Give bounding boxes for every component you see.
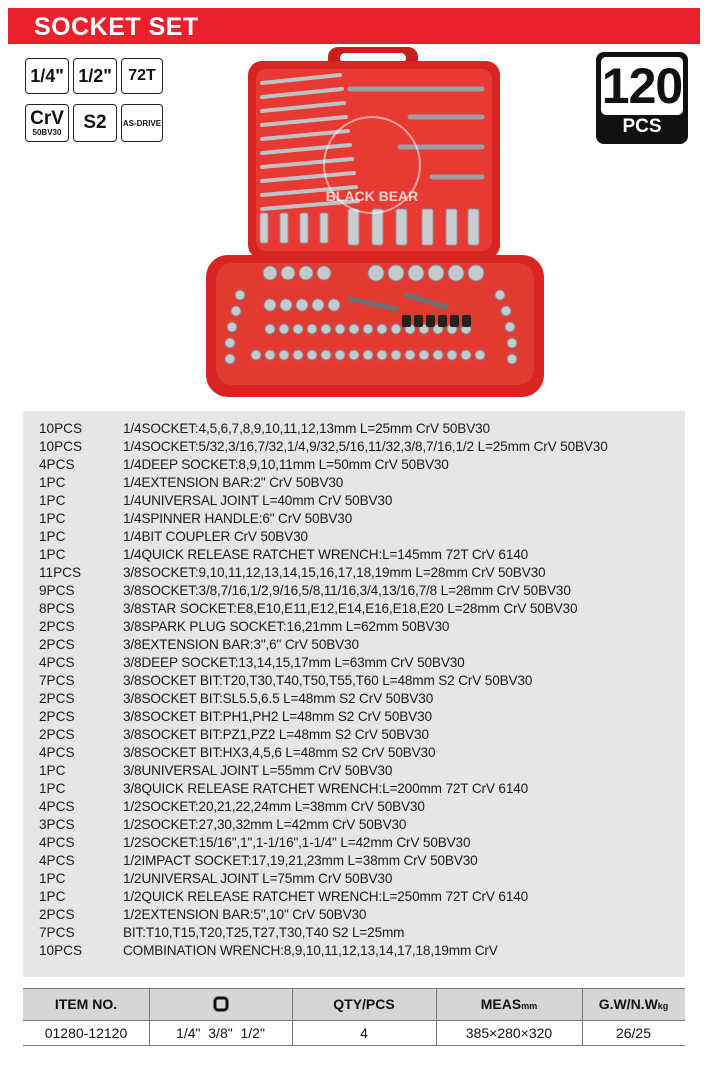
item-qty: 10PCS xyxy=(39,421,83,436)
item-desc: 1/4SOCKET:5/32,3/16,7/32,1/4,9/32,5/16,11/32,3/8,7/16,1/2 L=25mm CrV 50BV30 xyxy=(123,439,608,454)
badge-label: AS-DRIVE xyxy=(122,118,162,128)
badge-half-drive xyxy=(73,58,117,94)
item-qty: 4PCS xyxy=(39,799,75,814)
item-desc: 3/8UNIVERSAL JOINT L=55mm CrV 50BV30 xyxy=(123,763,393,778)
badge-label: S2 xyxy=(83,112,107,133)
header-bar xyxy=(8,8,700,44)
item-desc: 3/8SOCKET BIT:PH1,PH2 L=48mm S2 CrV 50BV30 xyxy=(123,709,432,724)
badge-as-drive xyxy=(121,104,163,142)
cell-meas: 385×280×320 xyxy=(465,1025,553,1041)
item-qty: 9PCS xyxy=(39,583,75,598)
item-qty: 1PC xyxy=(39,475,66,490)
tool-case-image xyxy=(200,45,550,400)
item-qty: 4PCS xyxy=(39,745,75,760)
item-desc: 3/8SPARK PLUG SOCKET:16,21mm L=62mm 50BV30 xyxy=(123,619,450,634)
badge-label: 72T xyxy=(128,67,156,84)
item-qty: 1PC xyxy=(39,889,66,904)
page-title: SOCKET SET xyxy=(34,13,199,41)
item-desc: 3/8SOCKET:3/8,7/16,1/2,9/16,5/8,11/16,3/4,13/16,7/8 L=28mm CrV 50BV30 xyxy=(123,583,571,598)
item-qty: 2PCS xyxy=(39,709,75,724)
table-divider xyxy=(582,988,583,1046)
item-qty: 1PC xyxy=(39,493,66,508)
cell-drive: 1/4" 3/8" 1/2" xyxy=(176,1025,265,1041)
watermark-text: BLACK BEAR xyxy=(325,188,419,204)
item-qty: 1PC xyxy=(39,547,66,562)
header-qty: QTY/PCS xyxy=(333,996,395,1012)
item-qty: 1PC xyxy=(39,781,66,796)
badge-crv xyxy=(25,104,69,142)
item-qty: 4PCS xyxy=(39,655,75,670)
item-desc: 1/2QUICK RELEASE RATCHET WRENCH:L=250mm 72T CrV 6140 xyxy=(123,889,529,904)
header-drive xyxy=(149,988,292,1020)
item-desc: 1/4QUICK RELEASE RATCHET WRENCH:L=145mm 72T CrV 6140 xyxy=(123,547,529,562)
item-qty: 4PCS xyxy=(39,457,75,472)
header-gw-unit: kg xyxy=(657,1001,669,1011)
item-desc: 3/8SOCKET BIT:PZ1,PZ2 L=48mm S2 CrV 50BV30 xyxy=(123,727,429,742)
item-desc: 1/2SOCKET:27,30,32mm L=42mm CrV 50BV30 xyxy=(123,817,407,832)
item-desc: 1/4SOCKET:4,5,6,7,8,9,10,11,12,13mm L=25mm CrV 50BV30 xyxy=(123,421,490,436)
item-desc: 1/4EXTENSION BAR:2" CrV 50BV30 xyxy=(123,475,344,490)
item-desc: 1/4SPINNER HANDLE:6" CrV 50BV30 xyxy=(123,511,353,526)
item-qty: 2PCS xyxy=(39,619,75,634)
item-desc: 3/8QUICK RELEASE RATCHET WRENCH:L=200mm 72T CrV 6140 xyxy=(123,781,529,796)
item-qty: 4PCS xyxy=(39,853,75,868)
item-qty: 4PCS xyxy=(39,835,75,850)
item-qty: 8PCS xyxy=(39,601,75,616)
item-qty: 2PCS xyxy=(39,907,75,922)
item-desc: 3/8SOCKET BIT:T20,T30,T40,T50,T55,T60 L=48mm S2 CrV 50BV30 xyxy=(123,673,533,688)
item-desc: 3/8SOCKET BIT:HX3,4,5,6 L=48mm S2 CrV 50BV30 xyxy=(123,745,436,760)
header-gw-label: G.W/N.W xyxy=(598,996,658,1012)
item-desc: 3/8EXTENSION BAR:3",6" CrV 50BV30 xyxy=(123,637,359,652)
cell-gw: 26/25 xyxy=(615,1025,652,1041)
item-qty: 1PC xyxy=(39,529,66,544)
contents-list xyxy=(23,411,685,977)
piece-count-number: 120 xyxy=(601,58,683,114)
piece-count-label: PCS xyxy=(622,116,662,137)
badge-72t xyxy=(121,58,163,94)
item-qty: 1PC xyxy=(39,511,66,526)
item-desc: BIT:T10,T15,T20,T25,T27,T30,T40 S2 L=25mm xyxy=(123,925,405,940)
header-meas-label: MEAS xyxy=(480,996,522,1012)
table-divider xyxy=(292,988,293,1046)
spec-table xyxy=(23,988,685,1046)
cell-qty: 4 xyxy=(360,1025,368,1041)
item-desc: 3/8DEEP SOCKET:13,14,15,17mm L=63mm CrV 50BV30 xyxy=(123,655,465,670)
item-desc: 1/4UNIVERSAL JOINT L=40mm CrV 50BV30 xyxy=(123,493,393,508)
item-desc: 1/2IMPACT SOCKET:17,19,21,23mm L=38mm CrV 50BV30 xyxy=(123,853,478,868)
header-item-no: ITEM NO. xyxy=(54,996,118,1012)
item-desc: COMBINATION WRENCH:8,9,10,11,12,13,14,17,18,19mm CrV xyxy=(123,943,498,958)
item-qty: 7PCS xyxy=(39,673,75,688)
badge-label: 1/2" xyxy=(78,66,112,86)
badge-label: CrV xyxy=(30,107,64,129)
item-qty: 10PCS xyxy=(39,439,83,454)
item-qty: 1PC xyxy=(39,871,66,886)
item-qty: 2PCS xyxy=(39,637,75,652)
item-desc: 1/2SOCKET:20,21,22,24mm L=38mm CrV 50BV30 xyxy=(123,799,425,814)
item-desc: 3/8SOCKET:9,10,11,12,13,14,15,16,17,18,19mm L=28mm CrV 50BV30 xyxy=(123,565,546,580)
badge-quarter-drive xyxy=(25,58,69,94)
header-meas-unit: mm xyxy=(521,1001,538,1011)
item-desc: 1/2UNIVERSAL JOINT L=75mm CrV 50BV30 xyxy=(123,871,393,886)
badge-s2 xyxy=(73,104,117,142)
table-divider xyxy=(149,988,150,1046)
item-qty: 2PCS xyxy=(39,691,75,706)
header-gw xyxy=(582,988,685,1020)
header-meas xyxy=(436,988,582,1020)
item-qty: 10PCS xyxy=(39,943,83,958)
item-desc: 1/2SOCKET:15/16",1",1-1/16",1-1/4" L=42mm CrV 50BV30 xyxy=(123,835,471,850)
badge-sublabel: 50BV30 xyxy=(32,127,62,137)
item-desc: 1/2EXTENSION BAR:5",10" CrV 50BV30 xyxy=(123,907,367,922)
item-qty: 7PCS xyxy=(39,925,75,940)
cell-item-no: 01280-12120 xyxy=(44,1025,128,1041)
badge-label: 1/4" xyxy=(30,66,64,86)
piece-count-badge xyxy=(596,52,688,144)
item-desc: 1/4BIT COUPLER CrV 50BV30 xyxy=(123,529,308,544)
item-desc: 1/4DEEP SOCKET:8,9,10,11mm L=50mm CrV 50BV30 xyxy=(123,457,449,472)
item-desc: 3/8STAR SOCKET:E8,E10,E11,E12,E14,E16,E18,E20 L=28mm CrV 50BV30 xyxy=(123,601,578,616)
item-qty: 3PCS xyxy=(39,817,75,832)
item-qty: 1PC xyxy=(39,763,66,778)
table-divider xyxy=(436,988,437,1046)
item-qty: 11PCS xyxy=(39,565,82,580)
item-desc: 3/8SOCKET BIT:SL5.5,6.5 L=48mm S2 CrV 50BV30 xyxy=(123,691,434,706)
square-drive-icon xyxy=(213,996,229,1012)
item-qty: 2PCS xyxy=(39,727,75,742)
